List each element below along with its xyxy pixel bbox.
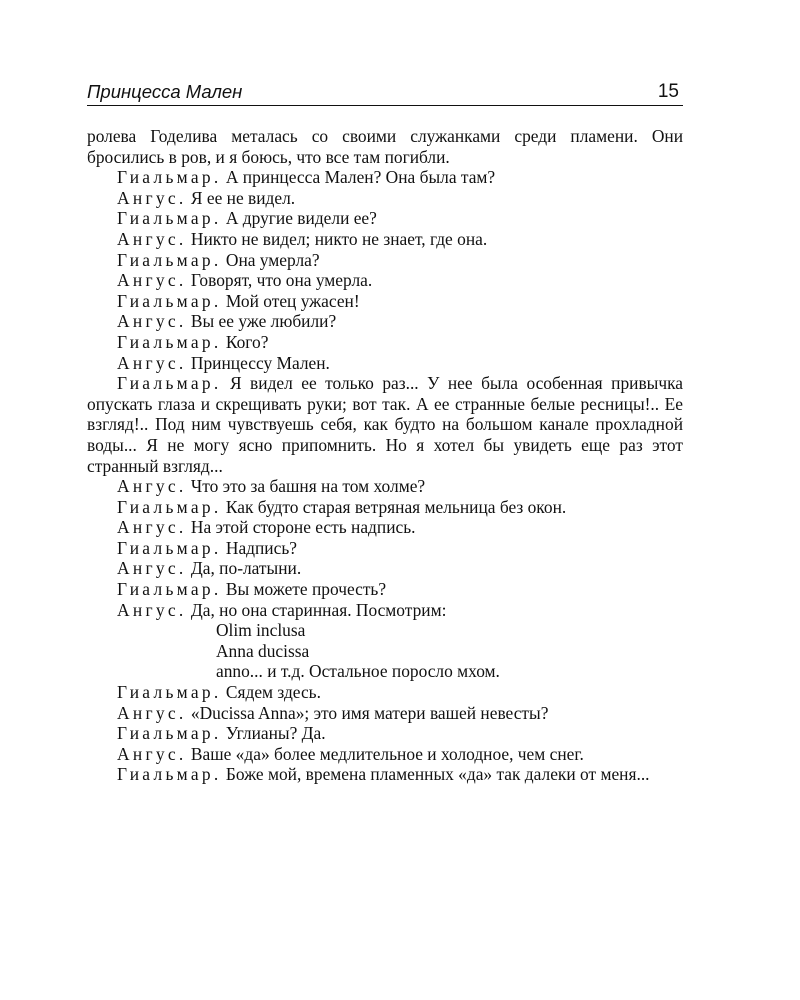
speech-text: Она умерла?	[221, 249, 320, 270]
speech-text: Сядем здесь.	[221, 682, 321, 703]
speech-text: Anna ducissa	[216, 640, 310, 661]
speech-text: anno... и т.д. Остальное поросло мхом.	[216, 661, 500, 682]
speaker-name: Ангус.	[117, 270, 187, 291]
speaker-name: Ангус.	[117, 187, 187, 208]
speech-text: На этой стороне есть надпись.	[186, 517, 416, 538]
dialogue-line	[87, 332, 683, 353]
continued-paragraph	[87, 126, 683, 167]
speech-text: Как будто старая ветряная мельница без окон.	[221, 496, 567, 517]
page-number: 15	[657, 81, 679, 102]
dialogue-line	[87, 250, 683, 271]
speech-text: Говорят, что она умерла.	[186, 270, 373, 291]
book-title: Принцесса Мален	[87, 81, 243, 102]
dialogue-line	[87, 764, 683, 785]
speech-text: Olim inclusa	[216, 620, 306, 641]
speaker-name: Гиальмар.	[117, 208, 222, 229]
speech-text: Кого?	[221, 331, 269, 352]
dialogue-line	[87, 517, 683, 538]
dialogue-line	[87, 744, 683, 765]
page-body	[87, 126, 683, 785]
speech-text: Углианы? Да.	[221, 723, 326, 744]
latin-inscription-line	[87, 661, 683, 682]
speaker-name: Ангус.	[117, 476, 187, 497]
dialogue-line	[87, 353, 683, 374]
speech-text: «Ducissa Anna»; это имя матери вашей невесты?	[186, 702, 549, 723]
speech-text: А другие видели ее?	[221, 208, 377, 229]
speech-text: Вы можете прочесть?	[221, 579, 387, 600]
speaker-name: Гиальмар.	[117, 537, 222, 558]
dialogue-line	[87, 600, 683, 621]
speech-text: Мой отец ужасен!	[221, 290, 360, 311]
speaker-name: Ангус.	[117, 599, 187, 620]
speaker-name: Ангус.	[117, 311, 187, 332]
latin-inscription-line	[87, 620, 683, 641]
speaker-name: Гиальмар.	[117, 290, 222, 311]
speaker-name: Ангус.	[117, 702, 187, 723]
speech-text: А принцесса Мален? Она была там?	[221, 167, 496, 188]
dialogue-line	[87, 291, 683, 312]
speaker-name: Гиальмар.	[117, 579, 222, 600]
speaker-name: Ангус.	[117, 352, 187, 373]
speaker-name: Гиальмар.	[117, 723, 222, 744]
speaker-name: Ангус.	[117, 517, 187, 538]
speaker-name: Ангус.	[117, 228, 187, 249]
speech-text: Я ее не видел.	[186, 187, 296, 208]
dialogue-line	[87, 229, 683, 250]
running-header	[87, 80, 683, 106]
speech-text: ролева Годелива металась со своими служанками среди пламени. Они бросились в ров, и я боюсь, что все там погибли.	[87, 126, 683, 167]
speaker-name: Гиальмар.	[117, 373, 222, 394]
speaker-name: Ангус.	[117, 743, 187, 764]
book-page	[87, 80, 683, 785]
dialogue-line	[87, 167, 683, 188]
speaker-name: Гиальмар.	[117, 167, 222, 188]
dialogue-line	[87, 476, 683, 497]
speech-text: Боже мой, времена пламенных «да» так далеки от меня...	[221, 764, 650, 785]
dialogue-line	[87, 558, 683, 579]
speech-text: Принцессу Мален.	[186, 352, 330, 373]
dialogue-line	[87, 208, 683, 229]
dialogue-line	[87, 270, 683, 291]
dialogue-line	[87, 538, 683, 559]
latin-inscription-line	[87, 641, 683, 662]
dialogue-line	[87, 579, 683, 600]
dialogue-line	[87, 373, 683, 476]
speaker-name: Гиальмар.	[117, 764, 222, 785]
dialogue-line	[87, 188, 683, 209]
speech-text: Что это за башня на том холме?	[186, 476, 426, 497]
dialogue-line	[87, 311, 683, 332]
dialogue-line	[87, 723, 683, 744]
speech-text: Надпись?	[221, 537, 297, 558]
speech-text: Вы ее уже любили?	[186, 311, 337, 332]
speech-text: Да, но она старинная. Посмотрим:	[186, 599, 447, 620]
speech-text: Да, по-латыни.	[186, 558, 302, 579]
speech-text: Никто не видел; никто не знает, где она.	[186, 228, 488, 249]
speaker-name: Гиальмар.	[117, 682, 222, 703]
speaker-name: Гиальмар.	[117, 496, 222, 517]
speaker-name: Ангус.	[117, 558, 187, 579]
speech-text: Я видел ее только раз... У нее была особенная привычка опускать глаза и скрещивать руки; вот так. А ее странные белые ресницы!.. Ее взгляд!.. Под ним чувствуешь себя, как будто на большом канале прохладной воды... Я не могу ясно припомнить. Но я хотел бы увидеть еще раз этот странный взгляд...	[87, 373, 683, 476]
dialogue-line	[87, 703, 683, 724]
dialogue-line	[87, 682, 683, 703]
speaker-name: Гиальмар.	[117, 249, 222, 270]
speaker-name: Гиальмар.	[117, 331, 222, 352]
speech-text: Ваше «да» более медлительное и холодное, чем снег.	[186, 743, 584, 764]
dialogue-line	[87, 497, 683, 518]
